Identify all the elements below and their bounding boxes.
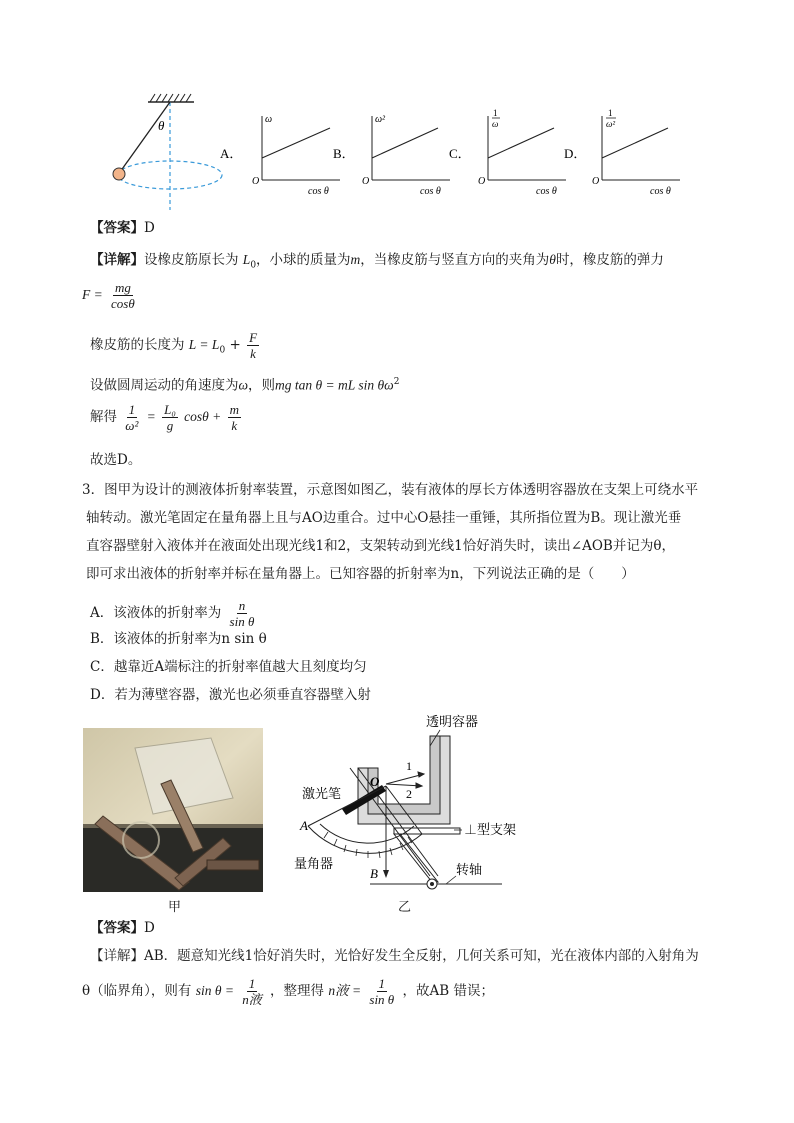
eq-n-den: sin θ: [369, 992, 395, 1007]
option-a-den: sin θ: [229, 614, 255, 629]
eq-F-fraction: [109, 280, 137, 311]
eq-n-liquid: n液 =: [328, 983, 362, 998]
option-a-num: n: [238, 598, 246, 613]
option-b: [90, 629, 267, 649]
symbol-L0: L: [242, 252, 251, 267]
eq-result-frac-2: [162, 402, 178, 433]
label-axis: 转轴: [456, 862, 483, 877]
question-line: 即可求出液体的折射率并标在量角器上。已知容器的折射率为n，下列说法正确的是（ ）: [86, 566, 635, 582]
detail-3-line-2: [82, 976, 494, 1007]
eq-L-num: F: [249, 330, 258, 345]
detail-text: 橡皮筋的长度为: [90, 337, 185, 353]
eq-L-fraction: [247, 330, 259, 361]
option-a: [90, 598, 258, 629]
answer-3: [90, 918, 155, 938]
detail-label: 【详解】: [90, 252, 144, 268]
option-d-letter: D．: [564, 146, 587, 161]
symbol-omega: ω: [238, 377, 249, 393]
answer-2: [90, 218, 155, 238]
label-B: B: [370, 866, 378, 881]
option-c-letter: C．: [449, 146, 471, 161]
diagram-apparatus: [290, 706, 530, 906]
graph-a-ylabel: ω: [265, 114, 273, 125]
eq-equals: =: [146, 409, 156, 424]
detail-text: 设橡皮筋原长为: [144, 252, 239, 268]
symbol-theta: θ: [549, 252, 556, 267]
option-b-letter: B．: [333, 146, 355, 161]
answer-label: 【答案】: [90, 220, 144, 236]
rubber-band: [120, 102, 170, 172]
eq-critical-num: 1: [248, 976, 256, 991]
graph-b-ylabel: ω²: [375, 114, 386, 125]
detail-text: ，则: [248, 377, 276, 394]
eq-F-lhs: F =: [82, 287, 103, 302]
light-rays: [386, 772, 424, 788]
graph-c-ylabel-den: ω: [492, 119, 499, 129]
ceiling-hatch: [148, 94, 194, 102]
graph-b-origin: O: [362, 176, 370, 187]
detail-2-line-6: [90, 450, 141, 470]
detail-text: 【详解】AB．题意知光线1恰好消失时，光恰好发生全反射，几何关系可知，光在液体内部的入射角为: [90, 948, 699, 964]
graph-d-ylabel-num: 1: [608, 108, 613, 118]
label-ray-1: 1: [406, 759, 412, 773]
graph-d-ylabel-den: ω²: [606, 119, 616, 129]
eq-F-den: cosθ: [111, 296, 135, 311]
eq-sin: sin θ =: [195, 983, 234, 998]
detail-2-line-4: 设做圆周运动的角速度为ω，则mg tan θ = mL $\sin \theta\omega^2$: [90, 377, 400, 394]
eq-critical-den: n液: [242, 992, 262, 1007]
detail-3-line-1: [90, 946, 699, 966]
graph-c-xlabel: cos θ: [536, 186, 557, 197]
eq-result-frac-1: [123, 402, 140, 433]
question-line: 直容器壁射入液体并在液面处出现光线1和2，支架转动到光线1恰好消失时，读出∠AOB并记为θ，: [86, 538, 675, 554]
label-O: O: [370, 774, 380, 789]
question-line: 轴转动。激光笔固定在量角器上且与AO边重合。过中心O悬挂一重锤，其所指位置为B。现让激光垂: [86, 510, 682, 526]
photo-apparatus: [83, 728, 263, 892]
eq-plus: +: [229, 337, 241, 353]
pendulum-angle-label: θ: [158, 118, 165, 133]
eq-result-den-2: g: [166, 418, 174, 433]
eq-result-num-1: 1: [128, 402, 136, 417]
eq-omega: mg tan θ = mL sin θω: [275, 377, 394, 393]
eq-L-den: k: [250, 346, 256, 361]
detail-text: ，故AB 错误；: [402, 983, 494, 999]
graph-a-xlabel: cos θ: [308, 186, 329, 197]
caption-left: 甲: [168, 900, 182, 915]
symbol-m: m: [350, 252, 361, 267]
label-protractor: 量角器: [294, 856, 334, 871]
graph-b: [372, 116, 450, 180]
graph-c-origin: O: [478, 176, 486, 187]
detail-2-line-5: [90, 402, 243, 433]
question-3: [82, 476, 698, 588]
graph-a-origin: O: [252, 176, 260, 187]
eq-result-num-2: L₀: [164, 402, 176, 417]
eq-critical-frac: [240, 976, 264, 1007]
option-a-fraction: [228, 598, 257, 629]
detail-text: ，整理得: [270, 983, 325, 999]
eq-F-num: mg: [114, 280, 131, 295]
graph-a: [262, 116, 340, 180]
detail-text: ，当橡皮筋与竖直方向的夹角为: [360, 252, 550, 268]
eq-cos: cosθ +: [184, 409, 222, 424]
question-line: 3．图甲为设计的测液体折射率装置，示意图如图乙，装有液体的厚长方体透明容器放在支架上可绕水平: [82, 482, 699, 498]
eq-n-frac: [367, 976, 396, 1007]
answer-value: D: [144, 220, 155, 236]
answer-label: 【答案】: [90, 920, 144, 936]
label-container: 透明容器: [426, 714, 479, 729]
label-laser: 激光笔: [302, 786, 342, 801]
graph-c-ylabel-num: 1: [493, 108, 498, 118]
caption-right: 乙: [398, 900, 412, 915]
option-d: [90, 685, 371, 705]
option-c: [90, 657, 367, 677]
label-A: A: [300, 818, 308, 833]
option-text: C．越靠近A端标注的折射率值越大且刻度均匀: [90, 659, 367, 675]
graph-b-xlabel: cos θ: [420, 186, 441, 197]
detail-2-line-3: 橡皮筋的长度为 $L = L_0$ + $\frac{F}{k}$: [90, 330, 258, 361]
graph-d-xlabel: cos θ: [650, 186, 671, 197]
eq-L: L = L: [188, 337, 220, 352]
detail-text: 时，橡皮筋的弹力: [555, 252, 664, 268]
top-figure: [100, 88, 700, 218]
eq-n-num: 1: [378, 976, 386, 991]
detail-2-line-1: 【详解】设橡皮筋原长为 $L_0$，小球的质量为m，当橡皮筋与竖直方向的夹角为θ时，橡皮筋的弹力: [90, 252, 664, 271]
option-text: B．该液体的折射率为n sin θ: [90, 631, 267, 647]
graph-c: [488, 116, 566, 180]
label-bracket: ⊥型支架: [464, 822, 517, 837]
t-bracket: [394, 828, 460, 882]
label-ray-2: 2: [406, 787, 412, 801]
eq-result-frac-3: [228, 402, 241, 433]
option-text: D．若为薄壁容器，激光也必须垂直容器壁入射: [90, 687, 371, 703]
eq-result-den-1: ω²: [125, 418, 139, 433]
answer-value: D: [144, 920, 155, 936]
detail-text: θ（临界角），则有: [82, 983, 192, 999]
eq-result-den-3: k: [231, 418, 238, 433]
detail-text: 故选D。: [90, 452, 142, 468]
option-text: A．该液体的折射率为: [90, 605, 222, 621]
detail-text: ，小球的质量为: [256, 252, 351, 268]
equation-F: [82, 280, 139, 311]
option-a-letter: A．: [220, 146, 243, 161]
detail-text: 设做圆周运动的角速度为: [90, 377, 239, 394]
ball: [113, 168, 125, 180]
graph-d-origin: O: [592, 176, 600, 187]
eq-result-num-3: m: [229, 402, 239, 417]
detail-text: 解得: [90, 409, 117, 425]
